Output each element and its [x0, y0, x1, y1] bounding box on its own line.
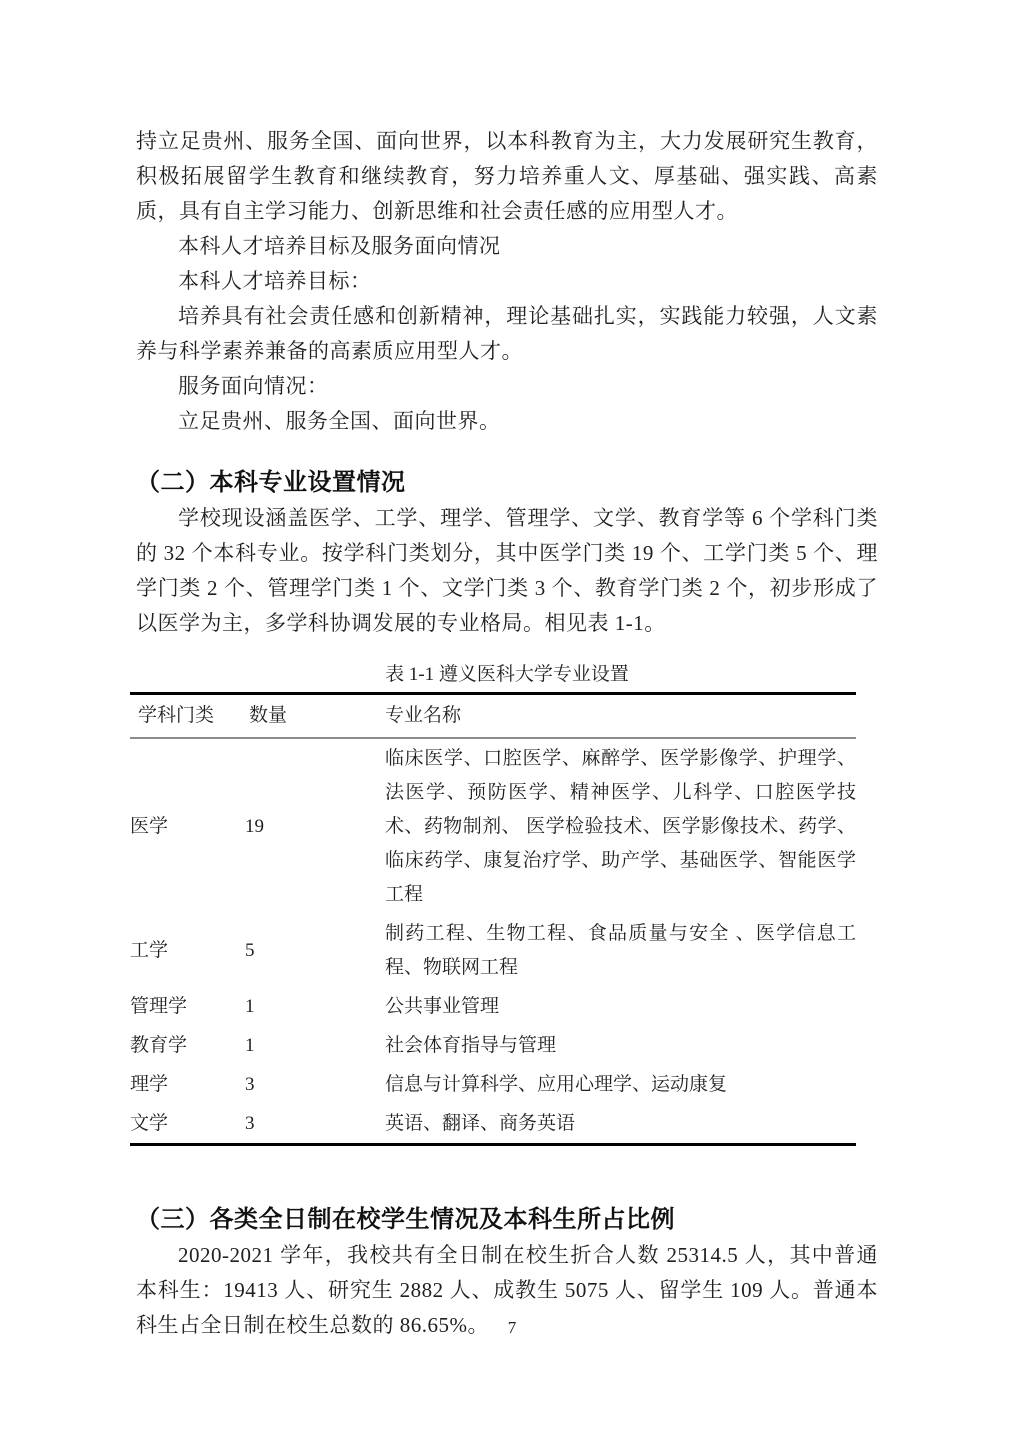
- majors-cell: 临床医学、口腔医学、麻醉学、医学影像学、护理学、法医学、预防医学、精神医学、儿科学、口腔医学技术、药物制剂、 医学检验技术、医学影像技术、药学、临床药学、康复治疗学、助产学、基础医学、智能医学工程: [385, 748, 856, 905]
- count-cell: 1: [245, 996, 255, 1017]
- paragraph-service-orientation-body: 立足贵州、服务全国、面向世界。: [178, 409, 501, 433]
- paragraph-service-orientation-label: 服务面向情况：: [178, 374, 329, 398]
- table-caption: 表 1-1 遵义医科大学专业设置: [385, 664, 629, 685]
- paragraph-major-setup-body: 学校现设涵盖医学、工学、理学、管理学、文学、教育学等 6 个学科门类的 32 个本科专业。按学科门类划分，其中医学门类 19 个、工学门类 5 个、理学门类 2 个、管理学门类 1 个、文学门类 3 个、教育学门类 2 个，初步形成了以医学为主，多学科协调发展的专业格局。相见表 1-1。: [136, 506, 878, 635]
- discipline-cell: 管理学: [130, 996, 188, 1017]
- majors-cell: 社会体育指导与管理: [385, 1035, 557, 1056]
- paragraph-training-goal-body: 培养具有社会责任感和创新精神，理论基础扎实，实践能力较强，人文素养与科学素养兼备的高素质应用型人才。: [136, 304, 878, 363]
- majors-cell: 英语、翻译、商务英语: [385, 1113, 576, 1134]
- table-row-literature: [130, 1104, 856, 1145]
- discipline-cell: 工学: [130, 940, 169, 961]
- discipline-cell: 教育学: [130, 1035, 188, 1056]
- column-header-discipline: 学科门类: [138, 705, 215, 726]
- table-row-medicine: [130, 738, 856, 914]
- majors-cell: 信息与计算科学、应用心理学、运动康复: [385, 1074, 728, 1095]
- column-header-major-names: 专业名称: [385, 705, 462, 726]
- count-cell: 3: [245, 1113, 255, 1134]
- majors-table: [130, 692, 856, 1146]
- discipline-cell: 医学: [130, 816, 169, 837]
- page-content: [130, 124, 878, 1343]
- count-cell: 19: [245, 816, 264, 837]
- paragraph-training-goal-title: 本科人才培养目标及服务面向情况: [178, 234, 501, 258]
- count-cell: 3: [245, 1074, 255, 1095]
- table-row-science: [130, 1065, 856, 1104]
- majors-table-header: [130, 694, 856, 739]
- table-row-engineering: [130, 914, 856, 987]
- table-row-management: [130, 987, 856, 1026]
- majors-cell: 制药工程、生物工程、食品质量与安全 、医学信息工程、物联网工程: [385, 923, 856, 978]
- paragraph-training-goal-label: 本科人才培养目标：: [178, 269, 372, 293]
- majors-cell: 公共事业管理: [385, 996, 500, 1017]
- count-cell: 5: [245, 940, 255, 961]
- discipline-cell: 理学: [130, 1074, 169, 1095]
- paragraph-student-numbers-body: 2020-2021 学年，我校共有全日制在校生折合人数 25314.5 人，其中普通本科生：19413 人、研究生 2882 人、成教生 5075 人、留学生 109 人。普通本科生占全日制在校生总数的 86.65%。: [136, 1243, 878, 1337]
- count-cell: 1: [245, 1035, 255, 1056]
- page-number: 7: [507, 1318, 517, 1337]
- table-row-education: [130, 1026, 856, 1065]
- paragraph-mission-continuation: 持立足贵州、服务全国、面向世界，以本科教育为主，大力发展研究生教育，积极拓展留学生教育和继续教育，努力培养重人文、厚基础、强实践、高素质，具有自主学习能力、创新思维和社会责任感的应用型人才。: [136, 129, 878, 223]
- discipline-cell: 文学: [130, 1113, 169, 1134]
- section-heading-student-numbers: （三）各类全日制在校学生情况及本科生所占比例: [136, 1206, 675, 1233]
- column-header-count: 数量: [249, 705, 288, 726]
- section-heading-major-setup: （二）本科专业设置情况: [136, 469, 406, 496]
